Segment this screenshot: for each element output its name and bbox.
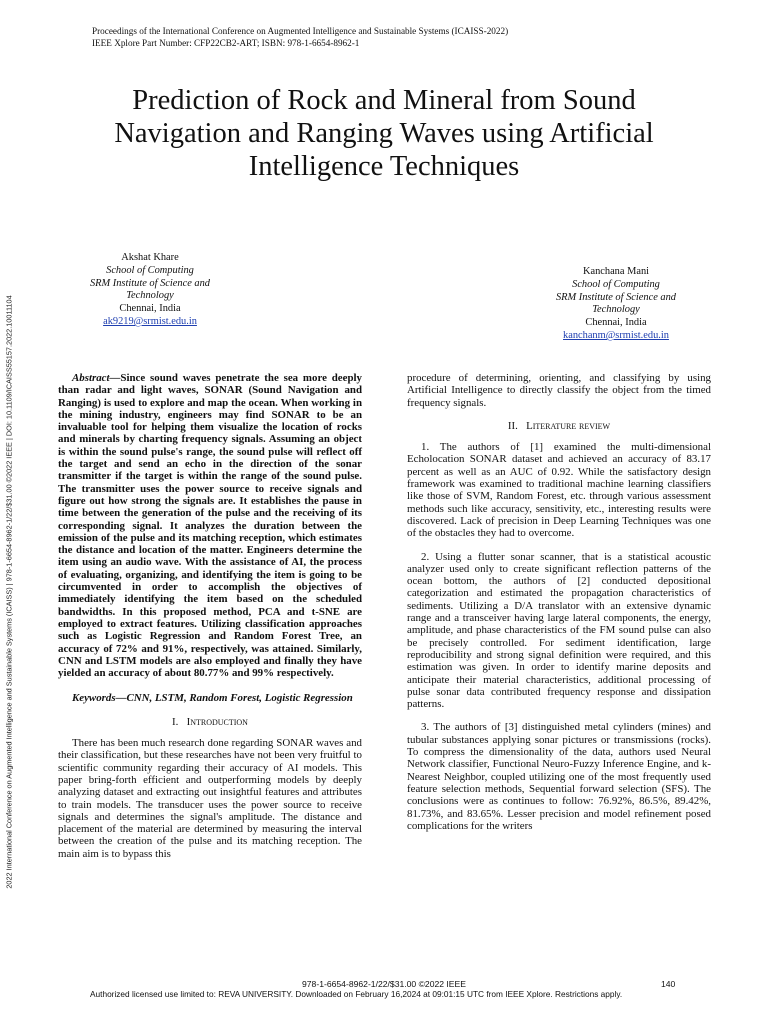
author-city: Chennai, India	[585, 317, 647, 329]
author-name: Kanchana Mani	[582, 266, 650, 277]
author-institution: SRM Institute of Science and	[555, 291, 677, 303]
abstract-label: Abstract—	[72, 372, 121, 384]
author-email-link[interactable]: kanchanm@srmist.edu.in	[563, 329, 669, 341]
side-citation-text: 2022 International Conference on Augmented Intelligence and Sustainable Systems (ICAISS) | 978-1-6654-8962-1/22/$31.00 ©2022 IEEE | DOI: 10.1109/ICAISS55157.2022.10011104	[4, 295, 14, 889]
footer-copyright: 978-1-6654-8962-1/22/$31.00 ©2022 IEEE	[302, 979, 467, 989]
author-dept: School of Computing	[106, 264, 194, 276]
title-line: Intelligence Techniques	[248, 151, 520, 182]
section-number: I.	[172, 715, 179, 728]
abstract-text: Since sound waves penetrate the sea more deeply than radar and light waves, SONAR (Sound Navigation and Ranging) is used to explore and map the ocean. When working in the mining industry, engineers may find SONAR to be an invaluable tool for helping them visualize the location of rocks and minerals by charting frequency signals. Assuming an object is within the sound pulse's range, the sound pulse will reflect off the target and send an echo in the direction of the sonar transmitter if the target is within the range of the sound pulse. The transmitter uses the power source to receive signals and figure out how strong the signals are. It establishes the pause in time between the generation of the pulse and the receiving of its corresponding signal. It analyzes the duration between the emission of the pulse and its matching reception, which estimates the distance and location of the matter. Engineers determine the item using an audio wave. With the assistance of AI, the process of evaluating, organizing, and identifying the item is going to be circumvented in order to accomplish the objectives of immediately identifying the item based on the scheduled bandwidths. In this proposed method, PCA and t-SNE are employed to extract features. Utilizing classification approaches such as Logistic Regression and Random Forest Tree, an accuracy of 72% and 91%, respectively, was attained. Similarly, CNN and LSTM models are also employed and finally they have yielded an accuracy of about 80.77% and 99% respectively.	[58, 372, 362, 680]
page-number: 140	[661, 979, 676, 989]
section-title: Introduction	[186, 715, 248, 728]
keywords-text: CNN, LSTM, Random Forest, Logistic Regression	[126, 692, 353, 705]
title-line: Navigation and Ranging Waves using Artificial	[114, 118, 654, 149]
conference-header: Proceedings of the International Conference on Augmented Intelligence and Sustainable Systems (ICAISS-2022)	[92, 26, 509, 36]
author-email-link[interactable]: ak9219@srmist.edu.in	[103, 315, 197, 327]
review-paragraph: 1. The authors of [1] examined the multi-dimensional Echolocation SONAR dataset and achieved an accuracy of 83.17 percent as well as an AUC of 0.92. While the satisfactory design framework was examined to traditional machine learning classifiers like those of SVM, Random Forest, etc. through various assessment methods such like accuracy, sensitivity, etc., interesting results were discovered. Lack of precision in Deep Learning Techniques was one of the obstacles they had to overcome.	[407, 441, 711, 540]
section-number: II.	[507, 419, 518, 432]
section-heading	[58, 716, 362, 728]
left-column	[58, 372, 362, 860]
author-institution-cont: Technology	[592, 304, 640, 316]
footer-authorized-notice: Authorized licensed use limited to: REVA UNIVERSITY. Downloaded on February 16,2024 at 09:01:15 UTC from IEEE Xplore. Restrictions apply.	[90, 989, 623, 999]
right-column	[407, 372, 711, 832]
review-paragraph: 2. Using a flutter sonar scanner, that is a statistical acoustic analyzer used only to create significant reflection patterns of the ocean bottom, the authors of [2] conducted depositional categorization and estimated the propagation characteristics of sediments. Utilizing a D/A translator with an extensive dynamic range and a transceiver having large lateral components, the energy, amplitude, and phase characteristics of the FM sound pulse can also be precisely controlled. For sediment identification, large reproducibility and strong signal definition were required, and this estimation was given. In order to identify marine deposits and anticipate their material characteristics, additional processing of pulse sonar data contributed frequency response and dissipation patterns.	[407, 550, 711, 711]
author-block	[50, 252, 250, 329]
author-dept: School of Computing	[572, 278, 660, 290]
author-city: Chennai, India	[119, 303, 181, 315]
paper-title	[60, 84, 708, 183]
isbn-header: IEEE Xplore Part Number: CFP22CB2-ART; ISBN: 978-1-6654-8962-1	[92, 38, 360, 48]
intro-paragraph: There has been much research done regarding SONAR waves and their classification, but these researches have not been very fruitful to scientific community regarding their accuracy of AI models. This paper bring-forth efficient and outperforming models by deeply analyzing dataset and extracting out insightful features and attributes to train models. The transducer uses the power source to receive signals and determines the signal's amplitude. The distance and placement of the material are determined by measuring the interval between the creation of the pulse and its matching reception. The main aim is to bypass this	[58, 737, 362, 860]
side-citation	[2, 232, 16, 952]
author-institution: SRM Institute of Science and	[89, 277, 211, 289]
review-paragraph: 3. The authors of [3] distinguished metal cylinders (mines) and tubular substances applying sonar pictures or transmissions (rocks). To compress the dimensionality of the data, authors used Neural Network classifier, Functional Neuro-Fuzzy Inference Engine, and k-Nearest Neighbor, coupled utilizing one of the most frequently used feature selection methods, Sequential forward selection (SFS). The conclusions were as continues to follow: 76.92%, 86.5%, 89.42%, 81.73%, and 83.65%. Lesser precision and model refinement posed complications for the writers	[407, 721, 711, 832]
title-line: Prediction of Rock and Mineral from Sound	[132, 85, 636, 116]
keywords	[58, 692, 362, 704]
section-title: Literature review	[526, 419, 611, 432]
keywords-label: Keywords—	[72, 692, 127, 705]
author-institution-cont: Technology	[126, 290, 174, 302]
author-name: Akshat Khare	[121, 252, 179, 263]
author-block	[516, 266, 716, 343]
continuation-paragraph: procedure of determining, orienting, and classifying by using Artificial Intelligence to directly classify the object from the timed frequency signals.	[407, 372, 711, 409]
abstract	[58, 372, 362, 679]
section-heading	[407, 420, 711, 432]
